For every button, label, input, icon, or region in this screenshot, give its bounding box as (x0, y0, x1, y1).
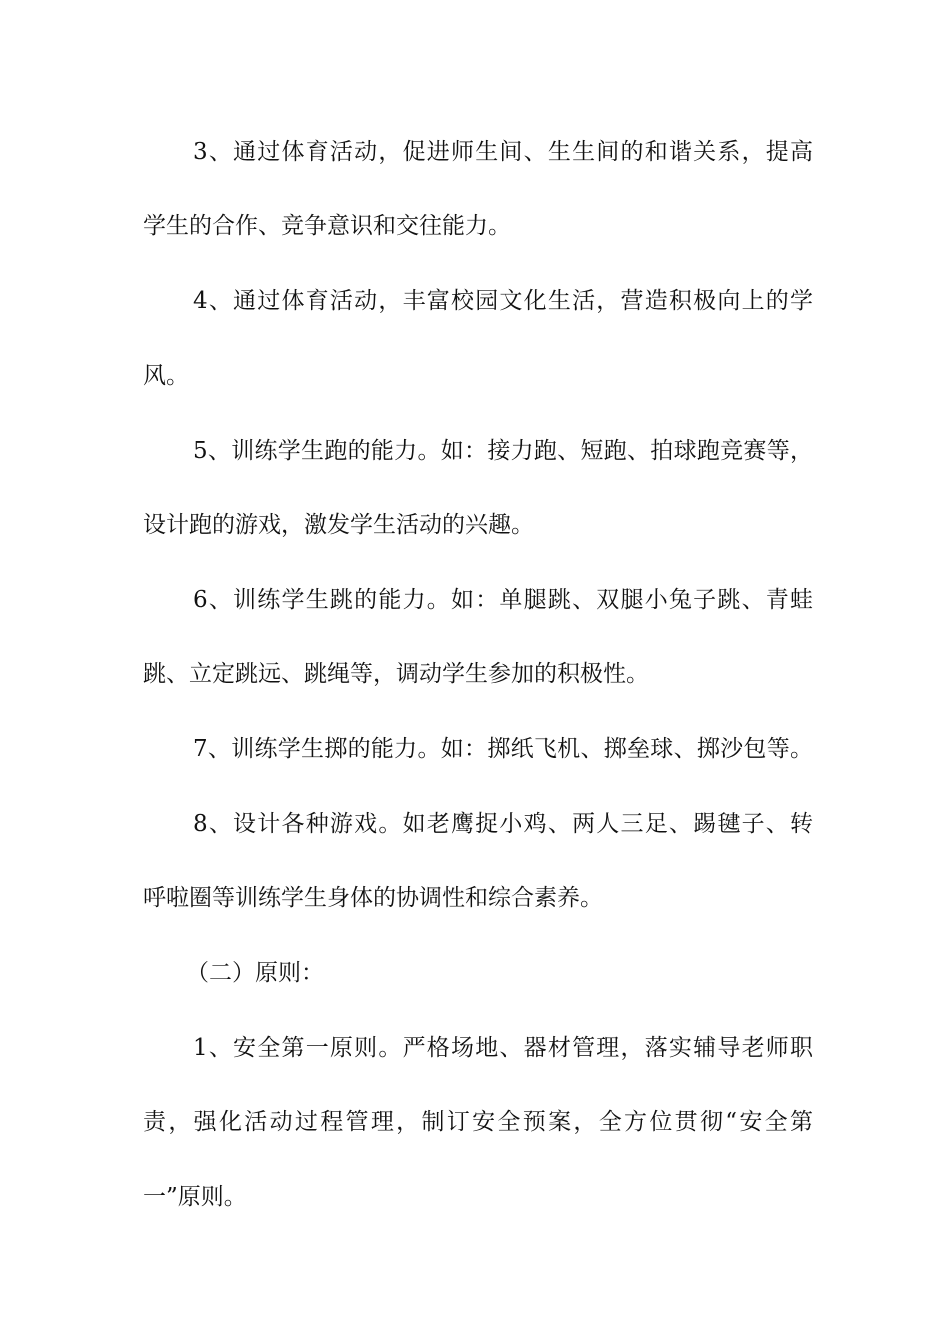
paragraph-3-line-2: 学生的合作、竞争意识和交往能力。 (143, 213, 511, 239)
paragraph-6-line-1: 6、训练学生跳的能力。如：单腿跳、双腿小兔子跳、青蛙 (193, 587, 813, 613)
paragraph-7-line-1: 7、训练学生掷的能力。如：掷纸飞机、掷垒球、掷沙包等。 (193, 736, 813, 762)
paragraph-8-line-2: 呼啦圈等训练学生身体的协调性和综合素养。 (143, 885, 603, 911)
paragraph-5-line-2: 设计跑的游戏，激发学生活动的兴趣。 (143, 512, 534, 538)
principle-1-line-2: 责，强化活动过程管理，制订安全预案，全方位贯彻“安全第 (143, 1109, 813, 1135)
paragraph-4-line-1: 4、通过体育活动，丰富校园文化生活，营造积极向上的学 (193, 288, 813, 314)
paragraph-8-line-1: 8、设计各种游戏。如老鹰捉小鸡、两人三足、踢毽子、转 (193, 811, 813, 837)
paragraph-3-line-1: 3、通过体育活动，促进师生间、生生间的和谐关系，提高 (193, 139, 813, 165)
principle-1-line-3: 一”原则。 (143, 1184, 247, 1210)
paragraph-5-line-1: 5、训练学生跑的能力。如：接力跑、短跑、拍球跑竞赛等， (193, 438, 813, 464)
paragraph-6-line-2: 跳、立定跳远、跳绳等，调动学生参加的积极性。 (143, 661, 649, 687)
principle-1-line-1: 1、安全第一原则。严格场地、器材管理，落实辅导老师职 (193, 1035, 813, 1061)
paragraph-4-line-2: 风。 (143, 363, 189, 389)
section-heading-principles: （二）原则： (186, 960, 324, 986)
